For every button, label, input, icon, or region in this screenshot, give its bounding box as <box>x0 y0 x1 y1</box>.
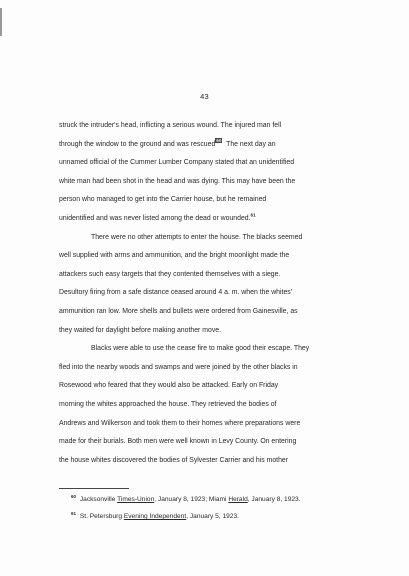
footnote-divider <box>59 488 129 489</box>
body-line: Desultory firing from a safe distance ceased around 4 a. m. when the whites' <box>59 289 293 297</box>
source-title: Herald <box>228 496 248 503</box>
footnote: $^{60}$ Jacksonville Times-Union, January 8, 1923; Miami Herald, January 8, 1923. <box>71 493 301 503</box>
scan-edge-mark <box>0 8 2 36</box>
body-line: fled into the nearby woods and swamps and were joined by the other blacks in <box>59 363 298 371</box>
body-line: through the window to the ground and was rescued$^{60}$ The next day an <box>59 138 276 148</box>
body-line: unidentified and was never listed among the dead or wounded.$^{61}$ <box>59 212 256 222</box>
body-line: morning the whites approached the house. They retrieved the bodies of <box>59 400 277 408</box>
body-line: Rosewood who feared that they would also be attacked. Early on Friday <box>59 382 279 390</box>
body-line: struck the intruder's head, inflicting a serious wound. The injured man fell <box>59 122 282 129</box>
body-line: Blacks were able to use the cease fire to make good their escape. They <box>91 345 310 353</box>
body-text <box>59 117 377 470</box>
footnote-reference: 60 <box>216 138 222 144</box>
footnote: $^{61}$ St. Petersburg Evening Independent, January 5, 1923. <box>71 510 239 520</box>
body-line: unnamed official of the Cummer Lumber Company stated that an unidentified <box>59 159 295 167</box>
body-line: well supplied with arms and ammunition, and the bright moonlight made the <box>59 252 290 260</box>
footnote-reference: 61 <box>250 212 256 218</box>
footnote-number: 60 <box>71 493 77 499</box>
body-line: attackers such easy targets that they contented themselves with a siege. <box>59 270 281 278</box>
body-line: they waited for daylight before making another move. <box>59 326 222 334</box>
body-line: Andrews and Wilkerson and took them to their homes where preparations were <box>59 419 301 427</box>
footnote-number: 61 <box>71 510 77 516</box>
body-line: person who managed to get into the Carrier house, but he remained <box>59 196 267 204</box>
footnotes <box>59 495 377 529</box>
body-line: There were no other attempts to enter the house. The blacks seemed <box>91 233 303 241</box>
source-title: Evening Independent <box>123 513 187 520</box>
source-title: Times-Union <box>117 496 155 503</box>
body-line: the house whites discovered the bodies of Sylvester Carrier and his mother <box>59 456 289 464</box>
body-line: made for their burials. Both men were well known in Levy County. On entering <box>59 438 297 446</box>
body-line: ammunition ran low. More shells and bullets were ordered from Gainesville, as <box>59 307 298 315</box>
body-line: white man had been shot in the head and was dying. This may have been the <box>59 177 296 185</box>
page-number: 43 <box>200 92 209 101</box>
